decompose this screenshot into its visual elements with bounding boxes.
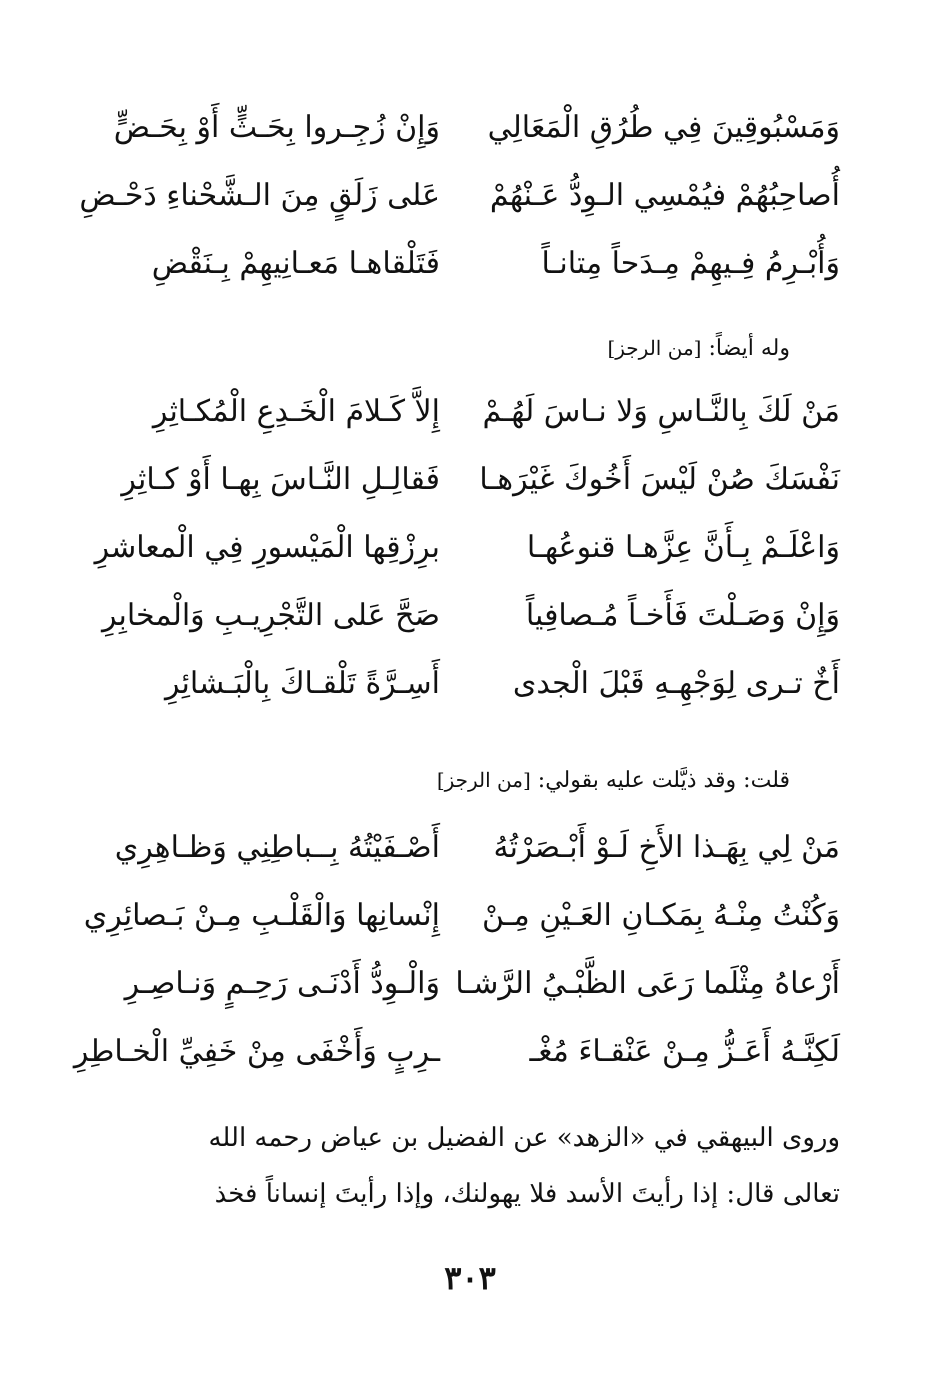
second-hemistich: فَقالِـلِ النَّـاسَ بِهـا أَوْ كـاثِرِ xyxy=(121,462,440,497)
first-hemistich: مَنْ لِي بِهَـذا الأَخِ لَـوْ أَبْـصَرْتُهُ xyxy=(493,830,840,865)
page-number: ٣٠٣ xyxy=(444,1259,496,1297)
second-hemistich: إِنْسانِها وَالْقَلْـبِ مِـنْ بَـصائِرِي xyxy=(83,898,440,933)
heading-text: وله أيضاً: xyxy=(708,336,790,361)
second-hemistich: وَإِنْ زُجِـروا بِحَـثٍّ أَوْ بِحَـضٍّ xyxy=(113,110,440,145)
verse-line xyxy=(0,378,940,446)
verse-line xyxy=(0,650,940,718)
verse-line xyxy=(0,446,940,514)
second-hemistich: وَالْـوِدُّ أَدْنَـى رَحِـمٍ وَنـاصِـرِ xyxy=(124,966,440,1001)
poem-2 xyxy=(0,378,940,718)
second-hemistich: برِزْقِها الْمَيْسورِ فِي الْمعاشرِ xyxy=(94,530,440,565)
meter-label: [من الرجز] xyxy=(607,336,702,360)
first-hemistich: وَأُبْـرِمُ فِـيهِمْ مِـدَحاً مِتانـاً xyxy=(541,246,840,281)
second-hemistich: عَلى زَلَقٍ مِنَ الـشَّحْناءِ دَحْـضِ xyxy=(79,178,440,213)
verse-line xyxy=(0,1018,940,1086)
first-hemistich: أَرْعاهُ مِثْلَما رَعَى الظَّبْـيُ الرَّشـا xyxy=(455,966,840,1001)
verse-line xyxy=(0,162,940,230)
first-hemistich: أُصاحِبُهُمْ فيُمْسِي الـوِدُّ عَـنْهُمْ xyxy=(489,178,840,213)
verse-line xyxy=(0,230,940,298)
prose-line: تعالى قال: إذا رأيتَ الأسد فلا يهولنك، وإذا رأيتَ إنساناً فخذ xyxy=(214,1179,840,1209)
first-hemistich: وَكُنْتُ مِنْـهُ بِمَكـانِ العَـيْنِ مِـنْ xyxy=(482,898,840,933)
heading-text: قلت: وقد ذيَّلت عليه بقولي: xyxy=(537,768,790,793)
poem-1 xyxy=(0,94,940,298)
first-hemistich: لَكِنَّـهُ أَعَـزُّ مِـنْ عَنْقـاءَ مُغْـ xyxy=(529,1034,840,1069)
verse-line xyxy=(0,882,940,950)
verse-line xyxy=(0,514,940,582)
first-hemistich: وَاعْلَـمْ بِـأَنَّ عِزَّهـا قنوعُهـا xyxy=(526,530,840,565)
second-hemistich: أَصْـفَيْتُهُ بِــباطِنِي وَظـاهِرِي xyxy=(114,830,440,865)
verse-line xyxy=(0,814,940,882)
meter-label: [من الرجز] xyxy=(436,768,531,792)
second-hemistich: ـرِبٍ وَأَخْفَى مِنْ خَفِيِّ الْخـاطِرِ xyxy=(73,1034,440,1069)
prose-line: وروى البيهقي في «الزهد» عن الفضيل بن عياض رحمه الله xyxy=(208,1123,840,1153)
prose-paragraph xyxy=(120,1110,840,1222)
second-hemistich: أَسِـرَّةً تَلْقـاكَ بِالْبَـشائِرِ xyxy=(165,666,440,701)
verse-line xyxy=(0,582,940,650)
poem-3 xyxy=(0,814,940,1086)
first-hemistich: نَفْسَكَ صُنْ لَيْسَ أَخُوكَ غَيْرَهـا xyxy=(479,462,840,497)
second-hemistich: إِلاَّ كَـلامَ الْخَـدِعِ الْمُكـاثِرِ xyxy=(152,394,440,429)
first-hemistich: مَنْ لَكَ بِالنَّـاسِ وَلا نـاسَ لَهُـمْ xyxy=(482,394,840,429)
first-hemistich: وَإِنْ وَصَـلْتَ فَأَخـاً مُـصافِياً xyxy=(525,598,840,633)
second-hemistich: فَتَلْقاهـا مَعـانِيهِمْ بِـنَقْضِ xyxy=(151,246,440,281)
verse-line xyxy=(0,950,940,1018)
section-heading xyxy=(437,760,790,801)
second-hemistich: صَحَّ عَلى التَّجْرِيـبِ وَالْمخابِرِ xyxy=(101,598,440,633)
first-hemistich: أَخٌ تـرى لِوَجْهِـهِ قَبْلَ الْجدى xyxy=(512,666,840,701)
first-hemistich: وَمَسْبُوقِينَ فِي طُرُقِ الْمَعَالِي xyxy=(487,110,840,145)
section-heading xyxy=(607,328,790,369)
verse-line xyxy=(0,94,940,162)
